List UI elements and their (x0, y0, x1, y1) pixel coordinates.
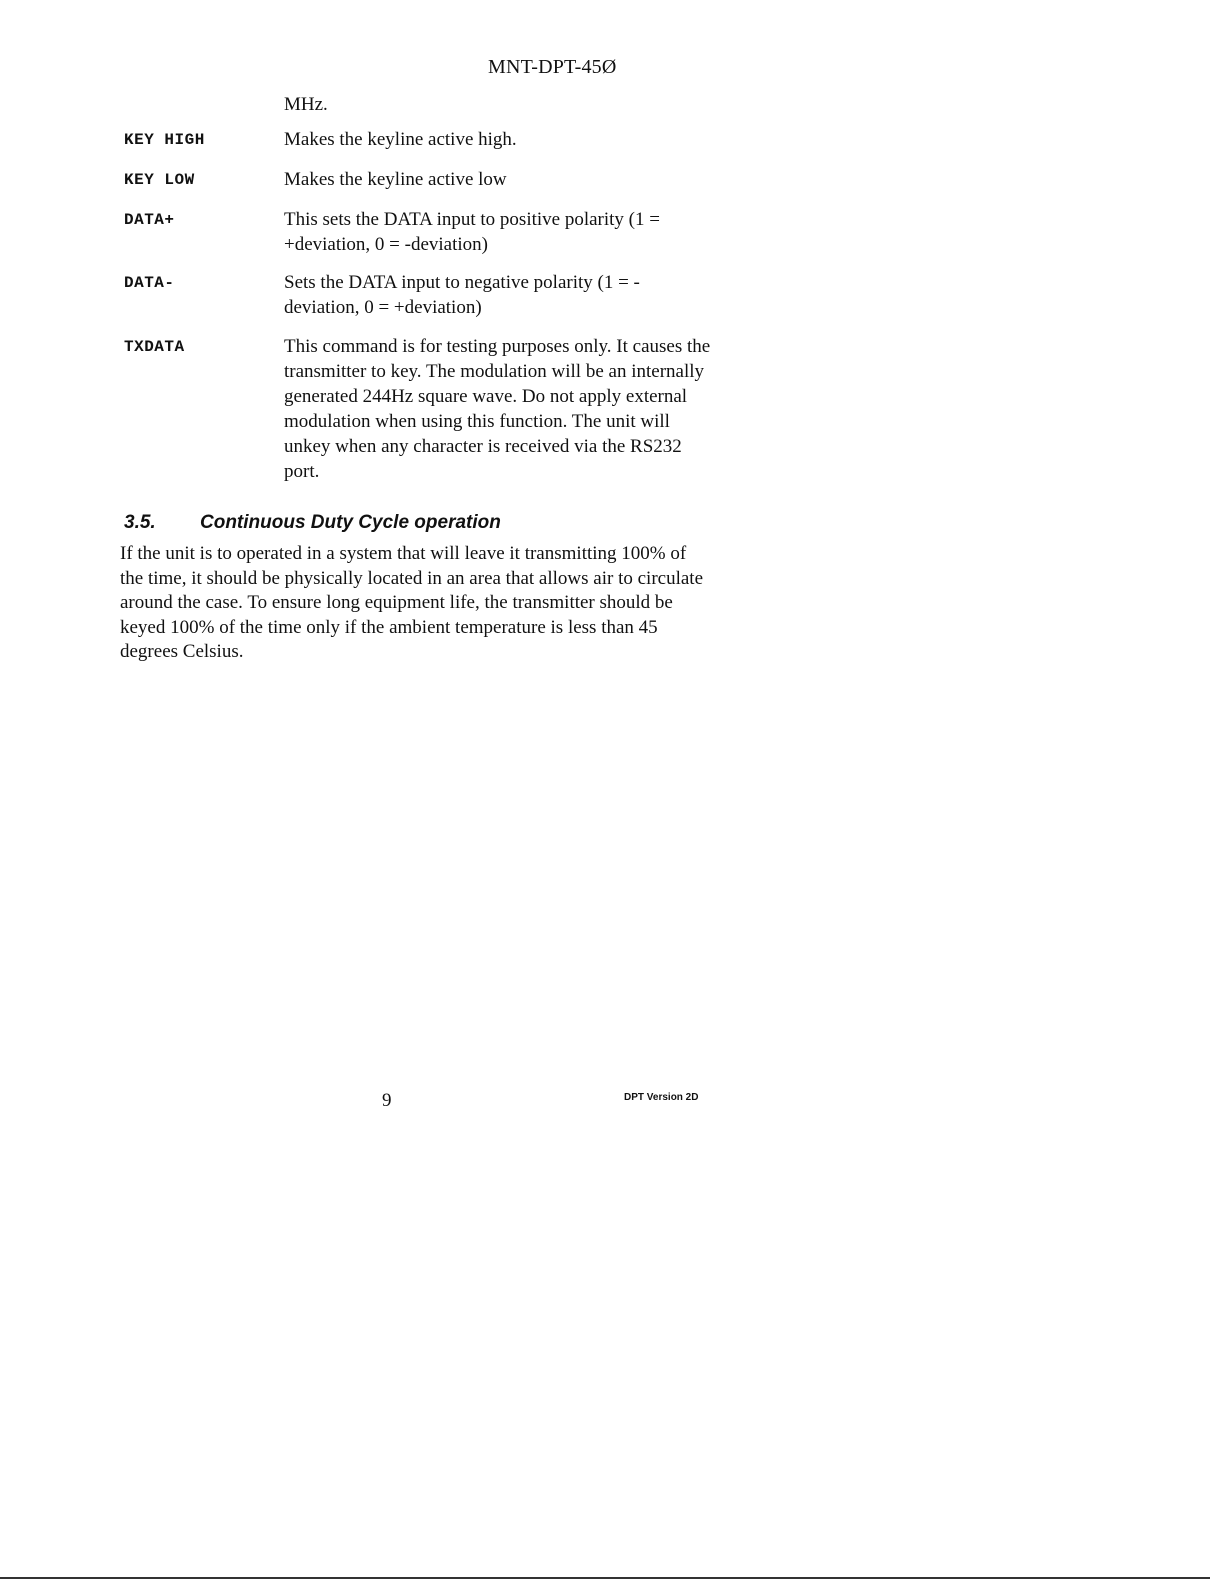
section-title: Continuous Duty Cycle operation (200, 512, 501, 533)
section-body: If the unit is to operated in a system that will leave it transmitting 100% of the time, it should be physically located in an area that allows air to circulate around the case. To ensure long equipment life, the transmitter should be keyed 100% of the time only if the ambient temperature is less than 45 degrees Celsius. (120, 543, 703, 662)
command-description: Makes the keyline active low (284, 169, 507, 190)
section-heading (124, 512, 501, 534)
command-name: DATA+ (124, 211, 175, 229)
command-name: TXDATA (124, 338, 185, 356)
scan-edge-line (0, 1577, 1210, 1579)
document-header: MNT-DPT-45Ø (488, 56, 617, 78)
command-description: This sets the DATA input to positive polarity (1 = +deviation, 0 = -deviation) (284, 209, 660, 255)
command-description: Sets the DATA input to negative polarity (1 = -deviation, 0 = +deviation) (284, 272, 640, 318)
command-description: Makes the keyline active high. (284, 129, 517, 150)
page-number: 9 (382, 1090, 392, 1111)
command-name: DATA- (124, 274, 175, 292)
command-description: This command is for testing purposes only. It causes the transmitter to key. The modulation will be an internally generated 244Hz square wave. Do not apply external modulation when using this function. The unit will unkey when any character is received via the RS232 port. (284, 336, 711, 482)
command-name: KEY LOW (124, 171, 195, 189)
section-number: 3.5. (124, 512, 156, 533)
command-name: KEY HIGH (124, 131, 205, 149)
continued-text: MHz. (284, 94, 328, 115)
version-label: DPT Version 2D (624, 1092, 699, 1103)
